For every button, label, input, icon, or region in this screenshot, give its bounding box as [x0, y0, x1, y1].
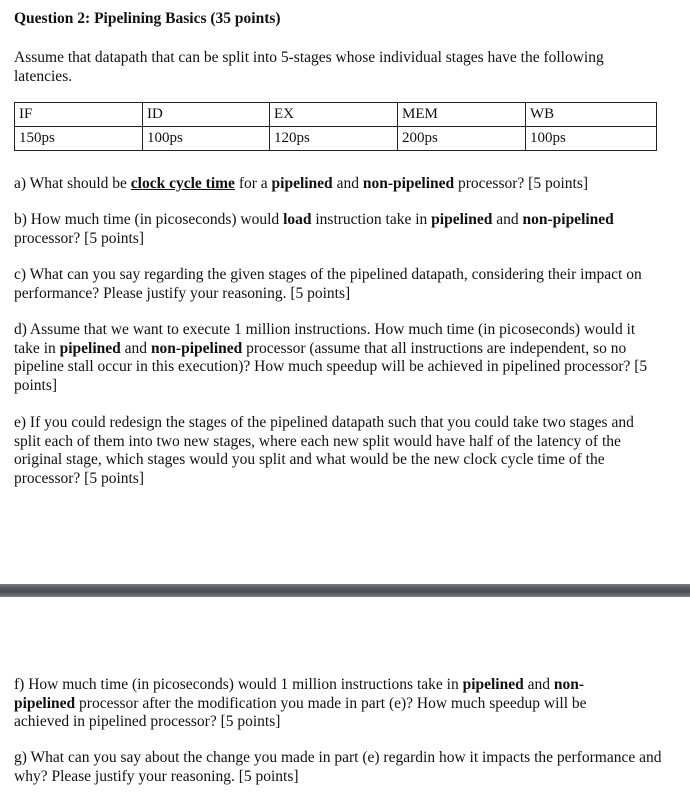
table-header-cell: WB	[526, 103, 657, 127]
question-a-text-1: a) What should be	[14, 175, 131, 192]
stage-latency-table	[14, 102, 657, 151]
question-f-text-2: and	[523, 676, 554, 693]
table-cell: 100ps	[526, 127, 657, 151]
page-divider	[0, 584, 690, 597]
question-b-emphasis-pipelined: pipelined	[431, 211, 493, 228]
intro-paragraph: Assume that datapath that can be split into 5-stages whose individual stages have the following latencies.	[14, 49, 604, 85]
question-f	[14, 676, 614, 732]
question-b-text-3: and	[492, 211, 523, 228]
question-a	[14, 175, 662, 194]
question-g: g) What can you say about the change you made in part (e) regardin how it impacts the performance and why? Please justify your reasoning. [5 points]	[14, 749, 662, 785]
question-b	[14, 211, 662, 248]
table-cell: 200ps	[398, 127, 526, 151]
table-header-cell: IF	[15, 103, 143, 127]
question-c: c) What can you say regarding the given stages of the pipelined datapath, considering their impact on performance? Please justify your reasoning. [5 points]	[14, 266, 642, 302]
question-d-emphasis-pipelined: pipelined	[59, 339, 121, 357]
question-f-emphasis-pipelined: pipelined	[462, 676, 524, 693]
table-cell: 120ps	[270, 127, 398, 151]
question-b-emphasis-load: load	[283, 211, 312, 228]
question-a-text-2: for a	[234, 175, 272, 192]
table-row	[15, 127, 657, 151]
question-title: Question 2: Pipelining Basics (35 points)	[14, 10, 281, 27]
table-cell: 150ps	[15, 127, 143, 151]
question-a-emphasis-non-pipelined: non-pipelined	[362, 175, 455, 192]
question-f-text-3: processor after the modification you made in part (e)? How much speedup will be achieved in pipelined processor? [5 points]	[14, 694, 587, 730]
question-a-emphasis-clock-cycle: clock cycle time	[130, 175, 235, 192]
question-f-text-1: f) How much time (in picoseconds) would 1 million instructions take in	[14, 676, 463, 693]
table-header-cell: ID	[143, 103, 270, 127]
question-d-text-1: d) Assume that we want to execute 1 million instructions. How much time (in picoseconds) would it take in	[14, 321, 636, 357]
table-cell: 100ps	[143, 127, 270, 151]
question-b-text-2: instruction take in	[311, 211, 432, 228]
question-a-text-4: processor? [5 points]	[454, 175, 589, 192]
question-f-emphasis-non-pipelined: non-pipelined	[14, 676, 585, 712]
question-b-text-1: b) How much time (in picoseconds) would	[14, 211, 284, 228]
question-d-text-3: processor (assume that all instructions are independent, so no pipeline stall occur in this execution)? How much speedup will be achieved in pipelined processor? [5 points]	[14, 339, 648, 394]
question-a-emphasis-pipelined: pipelined	[271, 175, 333, 192]
question-d-text-2: and	[120, 339, 151, 357]
table-header-cell: EX	[270, 103, 398, 127]
question-d	[14, 321, 662, 395]
question-d-emphasis-non-pipelined: non-pipelined	[150, 339, 243, 357]
table-header-row	[15, 103, 657, 127]
question-b-text-4: processor? [5 points]	[14, 229, 144, 247]
question-a-text-3: and	[332, 175, 363, 192]
question-e: e) If you could redesign the stages of the pipelined datapath such that you could take two stages and split each of them into two new stages, where each new split would have half of the latency of the original stage, which stages would you split and what would be the new clock cycle time of the processor? [5 points]	[14, 414, 634, 487]
table-header-cell: MEM	[398, 103, 526, 127]
question-b-emphasis-non-pipelined: non-pipelined	[522, 211, 614, 228]
